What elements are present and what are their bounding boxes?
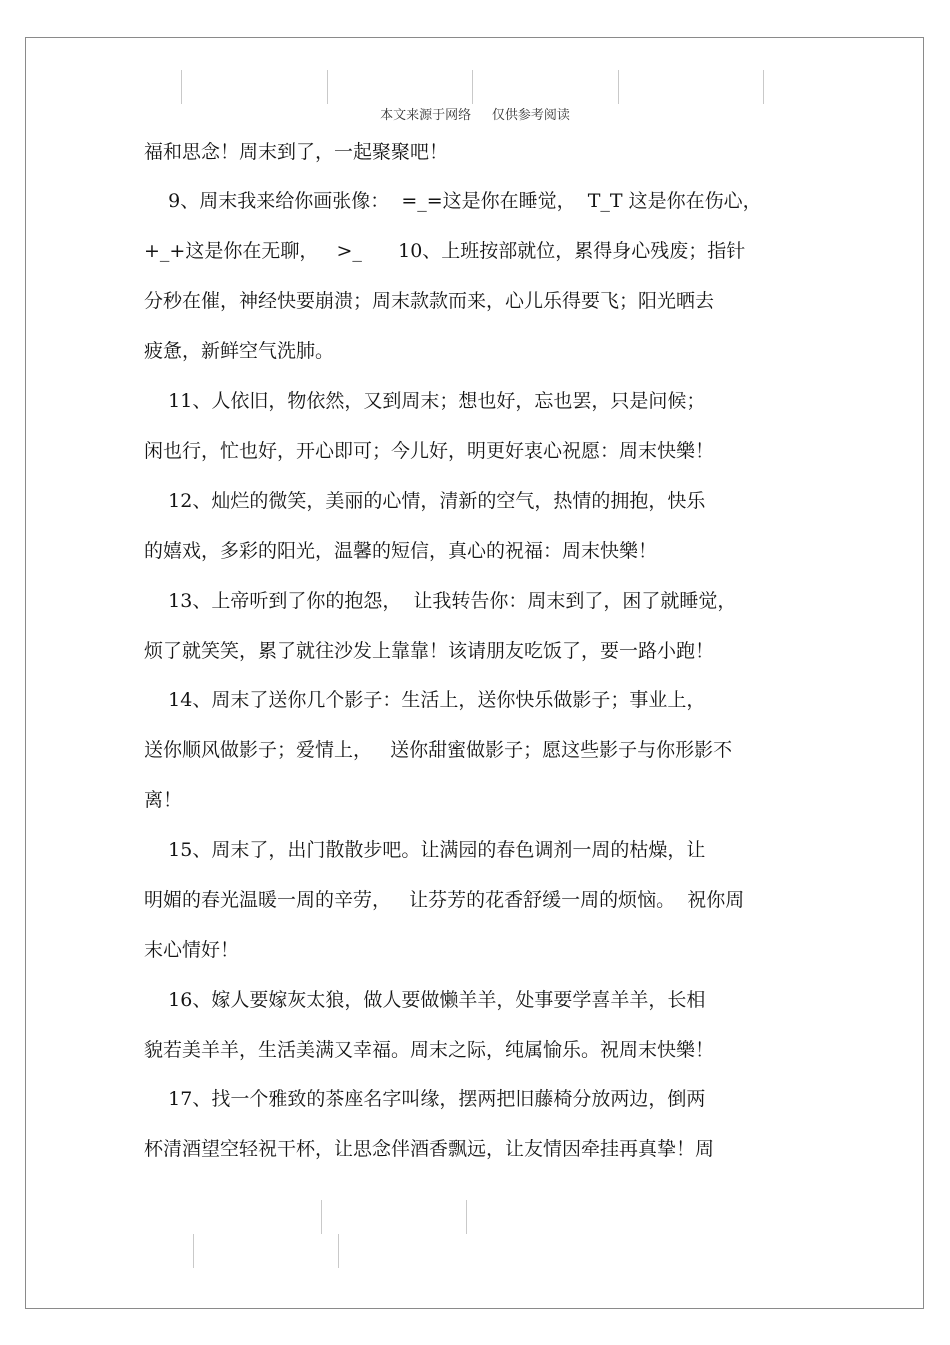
bottom-mark-1	[321, 1200, 322, 1234]
text-line: 烦了就笑笑，累了就往沙发上靠靠！该请朋友吃饭了，要一路小跑！	[144, 640, 715, 662]
text-line: 貌若美羊羊，生活美满又幸福。周末之际，纯属愉乐。祝周末快樂！	[144, 1039, 715, 1061]
top-mark-4	[618, 70, 619, 104]
source-notice: 本文来源于网络 仅供参考阅读	[380, 108, 570, 123]
top-mark-5	[763, 70, 764, 104]
text-line: 明媚的春光温暖一周的辛劳， 让芬芳的花香舒缓一周的烦恼。 祝你周	[144, 889, 745, 911]
text-line: 送你顺风做影子；爱情上， 送你甜蜜做影子；愿这些影子与你形影不	[144, 739, 733, 761]
text-line: 杯清酒望空轻祝干杯，让思念伴酒香飘远，让友情因牵挂再真挚！周	[144, 1138, 715, 1160]
page-border	[25, 37, 924, 1309]
bottom-mark-4	[338, 1234, 339, 1268]
text-line: 11、人依旧，物依然，又到周末；想也好，忘也罢，只是问候；	[144, 390, 706, 412]
text-line: 12、灿烂的微笑，美丽的心情，清新的空气，热情的拥抱，快乐	[144, 490, 706, 512]
text-line: 分秒在催，神经快要崩溃；周末款款而来，心儿乐得要飞；阳光晒去	[144, 290, 715, 312]
bottom-mark-2	[466, 1200, 467, 1234]
text-line: 15、周末了，出门散散步吧。让满园的春色调剂一周的枯燥，让	[144, 839, 706, 861]
text-line: 疲惫，新鲜空气洗肺。	[144, 340, 335, 362]
top-mark-3	[472, 70, 473, 104]
bottom-mark-3	[193, 1234, 194, 1268]
text-line: 的嬉戏，多彩的阳光，温馨的短信，真心的祝福：周末快樂！	[144, 540, 658, 562]
text-line: 14、周末了送你几个影子：生活上，送你快乐做影子；事业上，	[144, 689, 706, 711]
text-line: 17、找一个雅致的茶座名字叫缘，摆两把旧藤椅分放两边，倒两	[144, 1088, 706, 1110]
text-line: 闲也行，忙也好，开心即可；今儿好，明更好衷心祝愿：周末快樂！	[144, 440, 715, 462]
top-mark-1	[181, 70, 182, 104]
text-line: 末心情好！	[144, 939, 240, 961]
text-line: 13、上帝听到了你的抱怨， 让我转告你：周末到了，困了就睡觉，	[144, 590, 737, 612]
text-line: 16、嫁人要嫁灰太狼，做人要做懒羊羊，处事要学喜羊羊，长相	[144, 989, 706, 1011]
text-line: +_+这是你在无聊， >_ 10、上班按部就位，累得身心残废；指针	[144, 240, 746, 262]
top-mark-2	[327, 70, 328, 104]
text-line: 离！	[144, 789, 183, 811]
text-line: 9、周末我来给你画张像： =_=这是你在睡觉， T_T 这是你在伤心，	[144, 190, 762, 212]
text-line: 福和思念！周末到了，一起聚聚吧！	[144, 141, 449, 163]
